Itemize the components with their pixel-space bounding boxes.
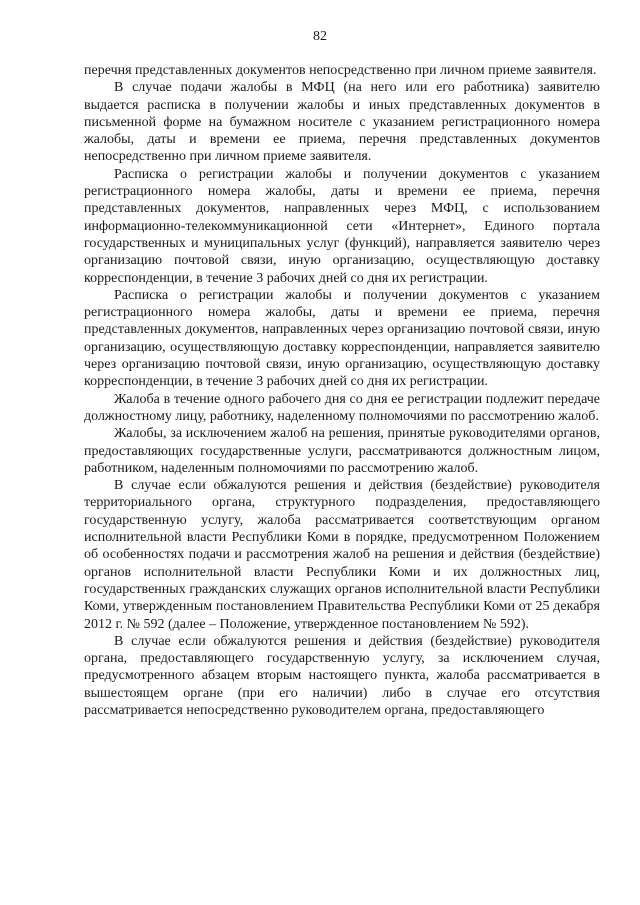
paragraph-territorial-body: В случае если обжалуются решения и действия (бездействие) руководителя территориального органа, структурного подразделения, предоставляющего государственную услугу, жалоба рассматривается соответствующим органом исполнительной власти Республики Коми в порядке, предусмотренном Положением об особенностях подачи и рассмотрения жалоб на решения и действия (бездействие) органов исполнительной власти Республики Коми и их должностных лиц, государственных гражданских служащих органов исполнительной власти Республики Коми, утвержденным постановлением Правительства Республики Коми от 25 декабря 2012 г. № 592 (далее – Положение, утвержденное постановлением № 592). (84, 478, 600, 632)
paragraph-head-of-body: В случае если обжалуются решения и действия (бездействие) руководителя органа, предоставляющего государственную услугу, за исключением случая, предусмотренного абзацем вторым настоящего пункта, жалоба рассматривается в вышестоящем органе (при его наличии) либо в случае его отсутствия рассматривается непосредственно руководителем органа, предоставляющего (84, 633, 600, 718)
paragraph-complaint-review: Жалобы, за исключением жалоб на решения, принятые руководителями органов, предоставляющих государственные услуги, рассматриваются должностным лицом, работником, наделенным полномочиями по рассмотрению жалоб. (84, 426, 600, 476)
paragraph-receipt-via-post: Расписка о регистрации жалобы и получении документов с указанием регистрационного номера жалобы, даты и времени ее приема, перечня представленных документов, направленных через организацию почтовой связи, иную организацию, осуществляющую доставку корреспонденции, направляется заявителю через организацию почтовой связи, иную организацию, осуществляющую доставку корреспонденции, в течение 3 рабочих дней со дня их регистрации. (84, 287, 600, 390)
paragraph-receipt-via-mfc-internet: Расписка о регистрации жалобы и получении документов с указанием регистрационного номера жалобы, даты и времени ее приема, перечня представленных документов, направленных через МФЦ, с использованием информационно-телекоммуникационной сети «Интернет», Единого портала государственных и муниципальных услуг (функций), направляется заявителю через организацию почтовой связи, иную организацию, осуществляющую доставку корреспонденции, в течение 3 рабочих дней со дня их регистрации. (84, 166, 600, 286)
paragraph-mfc-receipt: В случае подачи жалобы в МФЦ (на него или его работника) заявителю выдается расписка в получении жалобы и иных представленных документов в письменной форме на бумажном носителе с указанием регистрационного номера жалобы, даты и времени ее приема, перечня представленных документов непосредственно при личном приеме заявителя. (84, 80, 600, 165)
document-body (84, 62, 600, 719)
page-number: 82 (313, 29, 327, 44)
paragraph-continuation: перечня представленных документов непосредственно при личном приеме заявителя. (84, 63, 597, 78)
paragraph-complaint-transfer: Жалоба в течение одного рабочего дня со дня ее регистрации подлежит передаче должностному лицу, работнику, наделенному полномочиями по рассмотрению жалоб. (84, 391, 600, 424)
